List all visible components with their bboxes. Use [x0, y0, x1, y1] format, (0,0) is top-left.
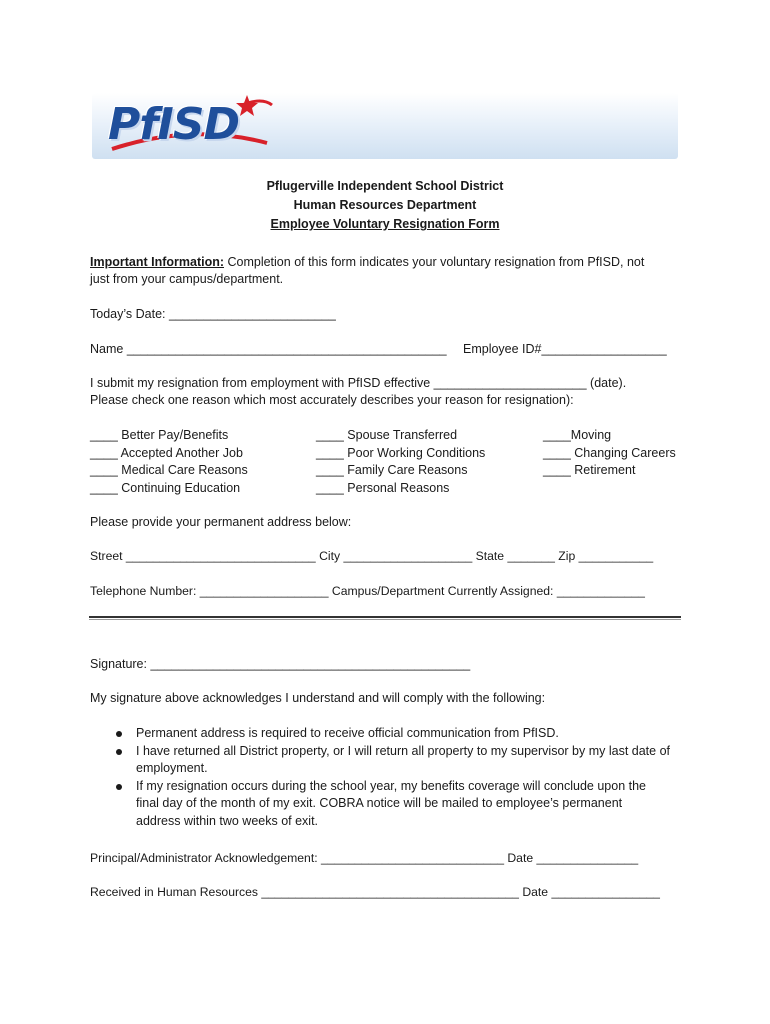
reason-option[interactable]: ____ Retirement: [543, 463, 636, 477]
reason-option[interactable]: ____ Changing Careers: [543, 445, 676, 460]
star-icon: [236, 95, 258, 116]
department-name: Human Resources Department: [293, 198, 477, 212]
reasons-column-3: [543, 427, 676, 480]
important-info-line2: just from your campus/department.: [90, 272, 284, 286]
logo-wordmark: PfISD: [108, 99, 239, 150]
name-field[interactable]: Name ______________________________________________: [90, 342, 447, 356]
bullet-icon: [116, 784, 122, 790]
reason-option[interactable]: ____ Family Care Reasons: [316, 463, 468, 477]
section-divider-shadow: [89, 619, 681, 620]
important-text: Completion of this form indicates your voluntary resignation from PfISD, not: [224, 255, 645, 269]
hr-received-field[interactable]: Received in Human Resources ______________________________________ Date ________________: [90, 885, 660, 899]
signature-field[interactable]: Signature: ______________________________________________: [90, 657, 471, 671]
reason-option[interactable]: ____ Personal Reasons: [316, 480, 450, 495]
reason-option[interactable]: ____Moving: [543, 428, 612, 442]
bullet-icon: [116, 731, 122, 737]
reasons-column-1: [90, 427, 248, 497]
reason-option[interactable]: ____ Accepted Another Job: [90, 445, 243, 460]
reason-option[interactable]: ____ Better Pay/Benefits: [90, 428, 229, 442]
list-item: I have returned all District property, or I will return all property to my supervisor by my last date of employment.: [90, 743, 690, 778]
important-info-line1: [90, 254, 644, 272]
list-item: If my resignation occurs during the school year, my benefits coverage will conclude upon the final day of the month of my exit. COBRA notice will be mailed to employee’s permanent address within two weeks of exit.: [90, 778, 666, 831]
todays-date-field[interactable]: Today’s Date: ________________________: [90, 307, 336, 321]
conditions-list: [90, 725, 690, 830]
address-prompt: Please provide your permanent address below:: [90, 515, 352, 529]
acknowledgement-statement: My signature above acknowledges I understand and will comply with the following:: [90, 691, 546, 705]
reason-option[interactable]: ____ Medical Care Reasons: [90, 463, 248, 477]
address-fields[interactable]: Street ____________________________ City ___________________ State _______ Zip ___________: [90, 549, 654, 563]
phone-campus-fields[interactable]: Telephone Number: ___________________ Campus/Department Currently Assigned: _____________: [90, 584, 645, 598]
effective-date-statement[interactable]: I submit my resignation from employment with PfISD effective ______________________ (date).: [90, 376, 627, 390]
pfisd-logo-banner: [92, 93, 678, 159]
reason-option[interactable]: ____ Poor Working Conditions: [316, 445, 486, 460]
reason-option[interactable]: ____ Continuing Education: [90, 480, 241, 495]
bullet-icon: [116, 749, 122, 755]
section-divider: [89, 616, 681, 618]
reason-option[interactable]: ____ Spouse Transferred: [316, 428, 458, 442]
principal-acknowledgement-field[interactable]: Principal/Administrator Acknowledgement: ___________________________ Date _______________: [90, 851, 639, 865]
employee-id-field[interactable]: Employee ID#__________________: [463, 342, 667, 356]
district-name: Pflugerville Independent School District: [266, 179, 504, 193]
reasons-column-2: [316, 427, 485, 497]
form-title: Employee Voluntary Resignation Form: [270, 217, 500, 231]
list-item: Permanent address is required to receive official communication from PfISD.: [90, 725, 690, 743]
important-label: Important Information:: [90, 255, 225, 269]
reason-instruction: Please check one reason which most accurately describes your reason for resignation):: [90, 393, 574, 407]
